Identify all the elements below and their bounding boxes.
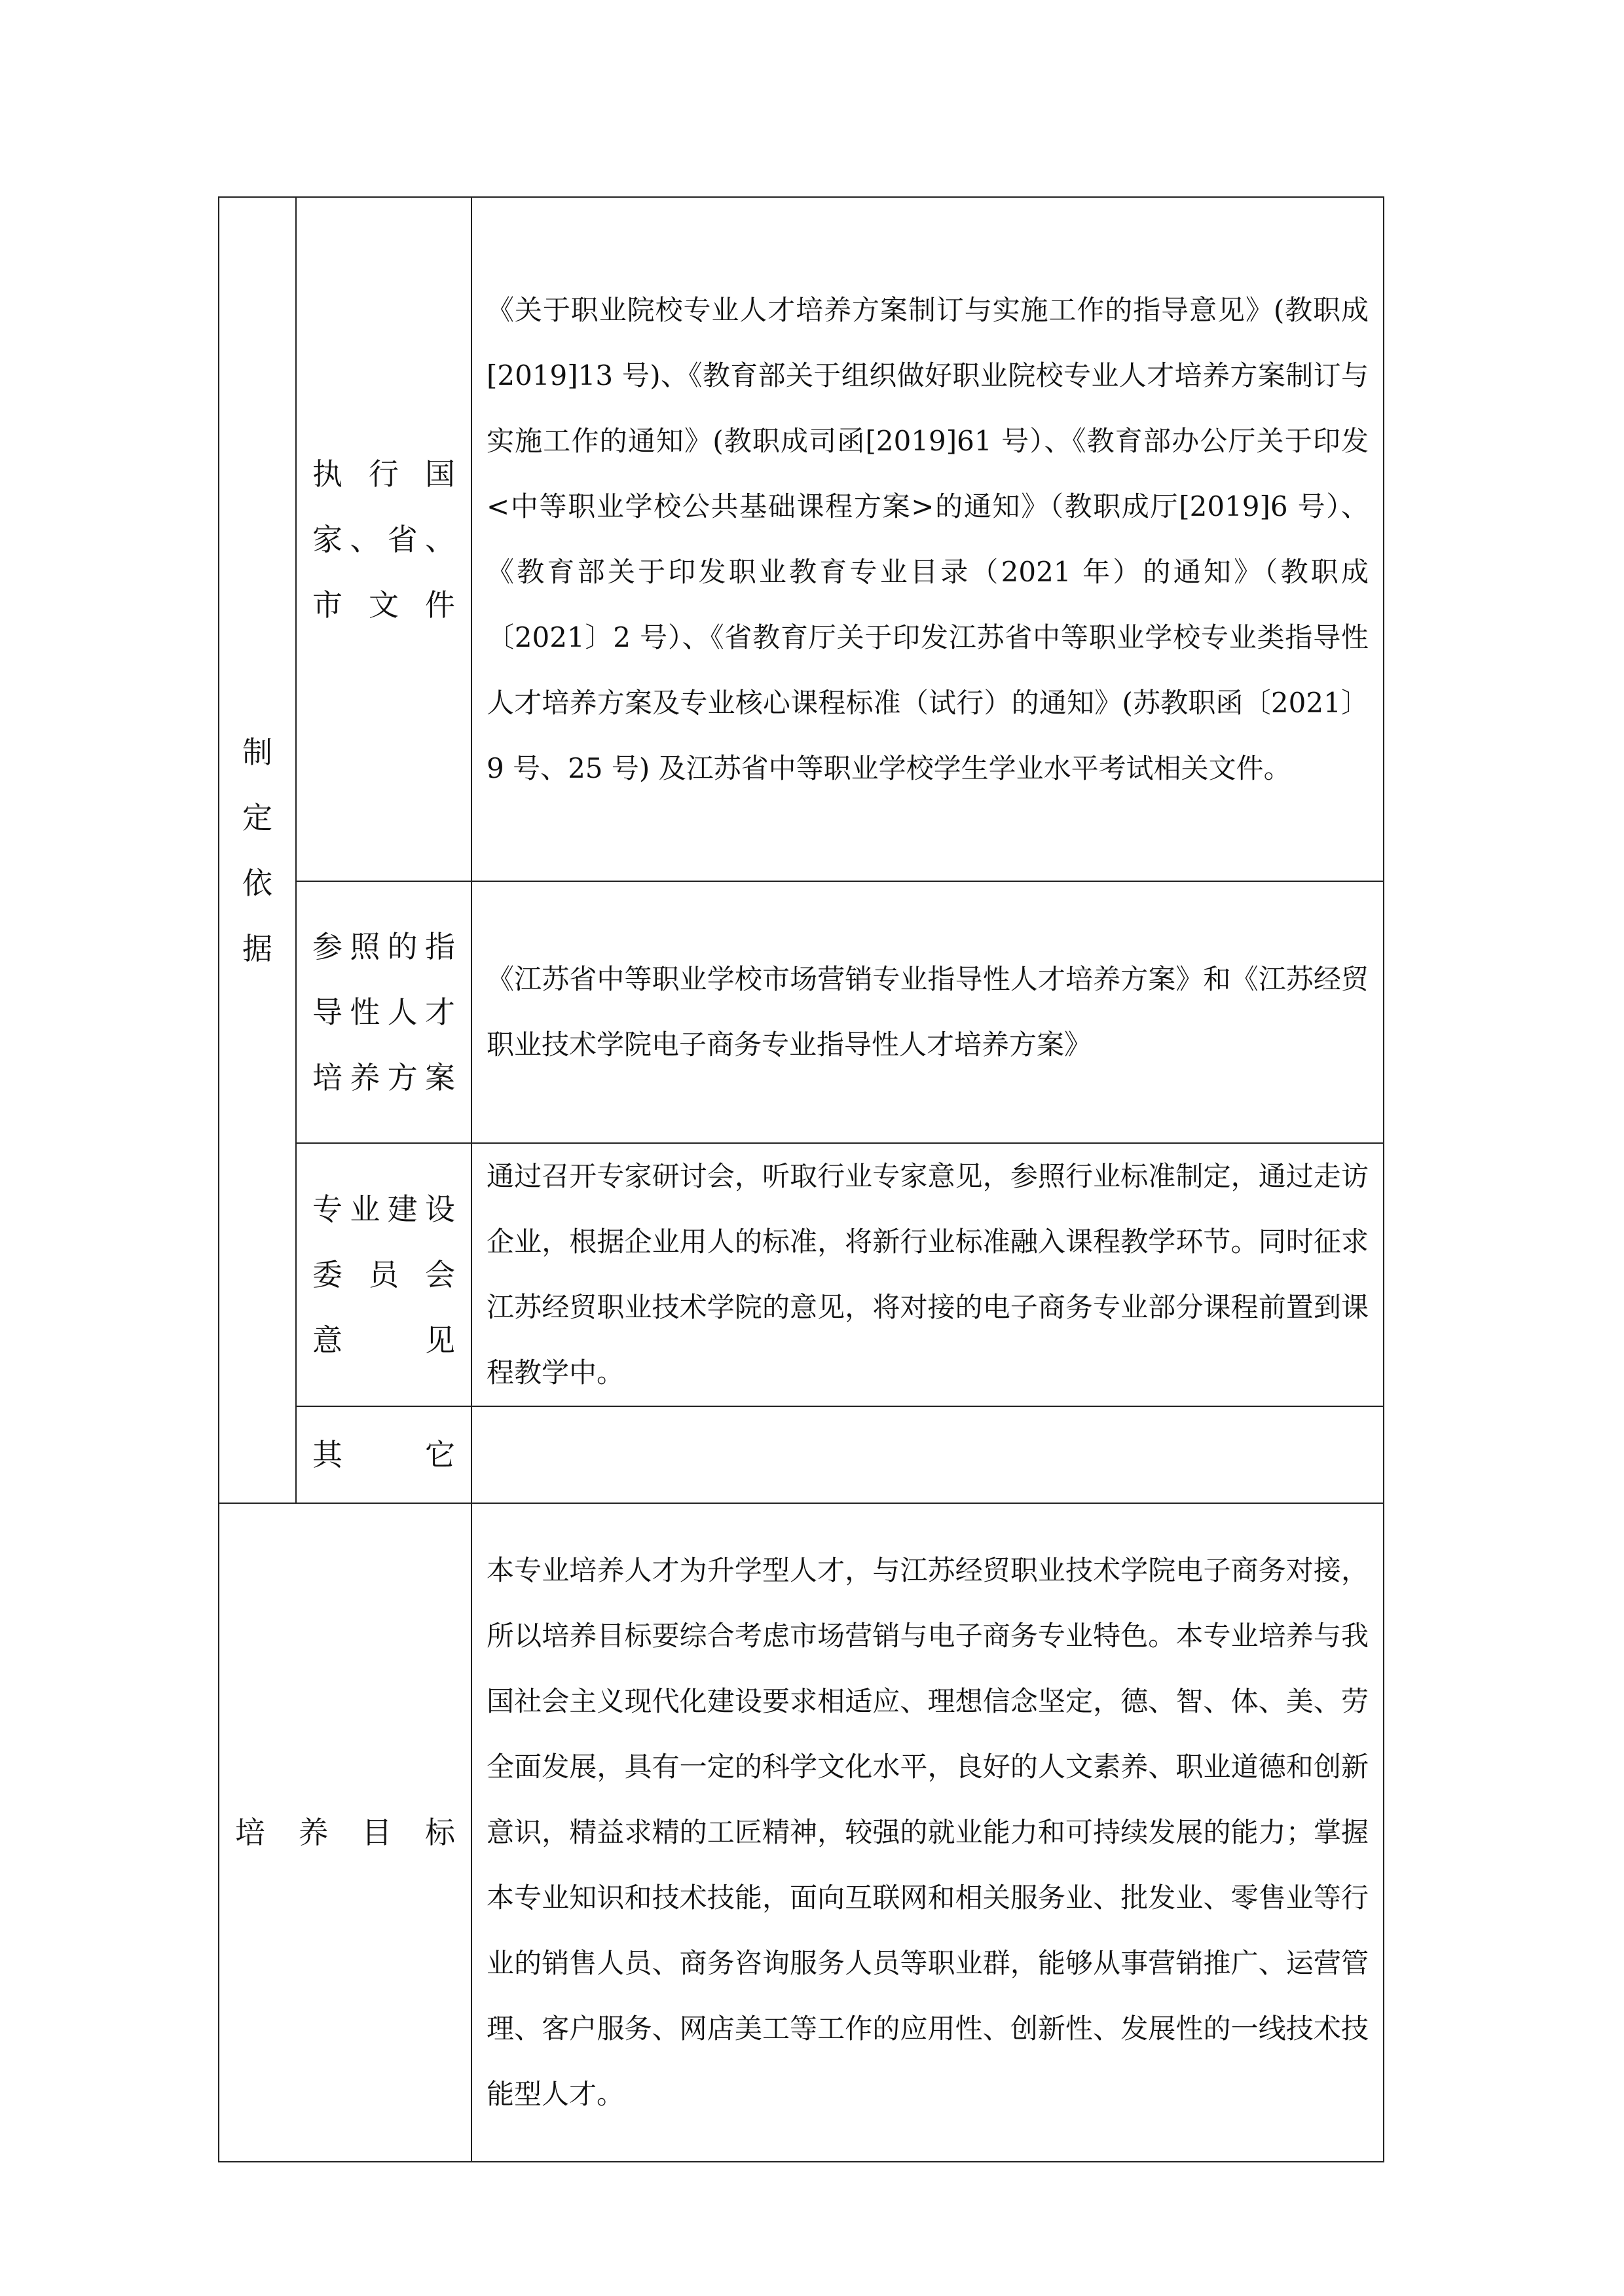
row-other (219, 1406, 1384, 1503)
label-line: 参照的指 (312, 929, 455, 964)
row-national-docs (219, 197, 1384, 881)
label-line: 家、省、 (312, 521, 455, 557)
national-docs-label (296, 197, 471, 881)
label-line: 专业建设 (312, 1192, 455, 1227)
label-line: 培养方案 (312, 1060, 455, 1095)
label-line: 导性人才 (312, 994, 455, 1030)
label-line: 市文件 (312, 587, 455, 623)
basis-section-label (219, 197, 296, 1503)
basis-label-char: 据 (242, 930, 272, 966)
committee-label (296, 1143, 471, 1406)
basis-label-char: 制 (242, 734, 272, 770)
training-plan-table (218, 196, 1384, 2162)
national-docs-content: 《关于职业院校专业人才培养方案制订与实施工作的指导意见》(教职成[2019]13 号)、《教育部关于组织做好职业院校专业人才培养方案制订与实施工作的通知》(教职成司函[2019]61 号）、《教育部办公厅关于印发<中等职业学校公共基础课程方案>的通知》（教职成厅[2019]6 号）、《教育部关于印发职业教育专业目录（2021 年）的通知》（教职成〔2021〕2 号）、《省教育厅关于印发江苏省中等职业学校专业类指导性人才培养方案及专业核心课程标准（试行）的通知》(苏教职函〔2021〕9 号、25 号) 及江苏省中等职业学校学生学业水平考试相关文件。 (471, 197, 1384, 881)
basis-label-char: 定 (242, 799, 272, 835)
label-line: 意见 (312, 1322, 455, 1358)
reference-plan-label (296, 881, 471, 1143)
other-content (471, 1406, 1384, 1503)
row-committee (219, 1143, 1384, 1406)
other-label: 其它 (296, 1406, 471, 1503)
training-goal-content: 本专业培养人才为升学型人才，与江苏经贸职业技术学院电子商务对接，所以培养目标要综合考虑市场营销与电子商务专业特色。本专业培养与我国社会主义现代化建设要求相适应、理想信念坚定，德、智、体、美、劳全面发展，具有一定的科学文化水平，良好的人文素养、职业道德和创新意识，精益求精的工匠精神，较强的就业能力和可持续发展的能力；掌握本专业知识和技术技能，面向互联网和相关服务业、批发业、零售业等行业的销售人员、商务咨询服务人员等职业群，能够从事营销推广、运营管理、客户服务、网店美工等工作的应用性、创新性、发展性的一线技术技能型人才。 (471, 1503, 1384, 2162)
label-line: 执行国 (312, 456, 455, 492)
reference-plan-content: 《江苏省中等职业学校市场营销专业指导性人才培养方案》和《江苏经贸职业技术学院电子商务专业指导性人才培养方案》 (471, 881, 1384, 1143)
basis-label-char: 依 (242, 865, 272, 901)
row-reference-plan (219, 881, 1384, 1143)
committee-content: 通过召开专家研讨会，听取行业专家意见，参照行业标准制定，通过走访企业，根据企业用人的标准，将新行业标准融入课程教学环节。同时征求江苏经贸职业技术学院的意见，将对接的电子商务专业部分课程前置到课程教学中。 (471, 1143, 1384, 1406)
row-training-goal (219, 1503, 1384, 2162)
label-line: 委员会 (312, 1257, 455, 1292)
training-goal-label: 培养目标 (219, 1503, 471, 2162)
